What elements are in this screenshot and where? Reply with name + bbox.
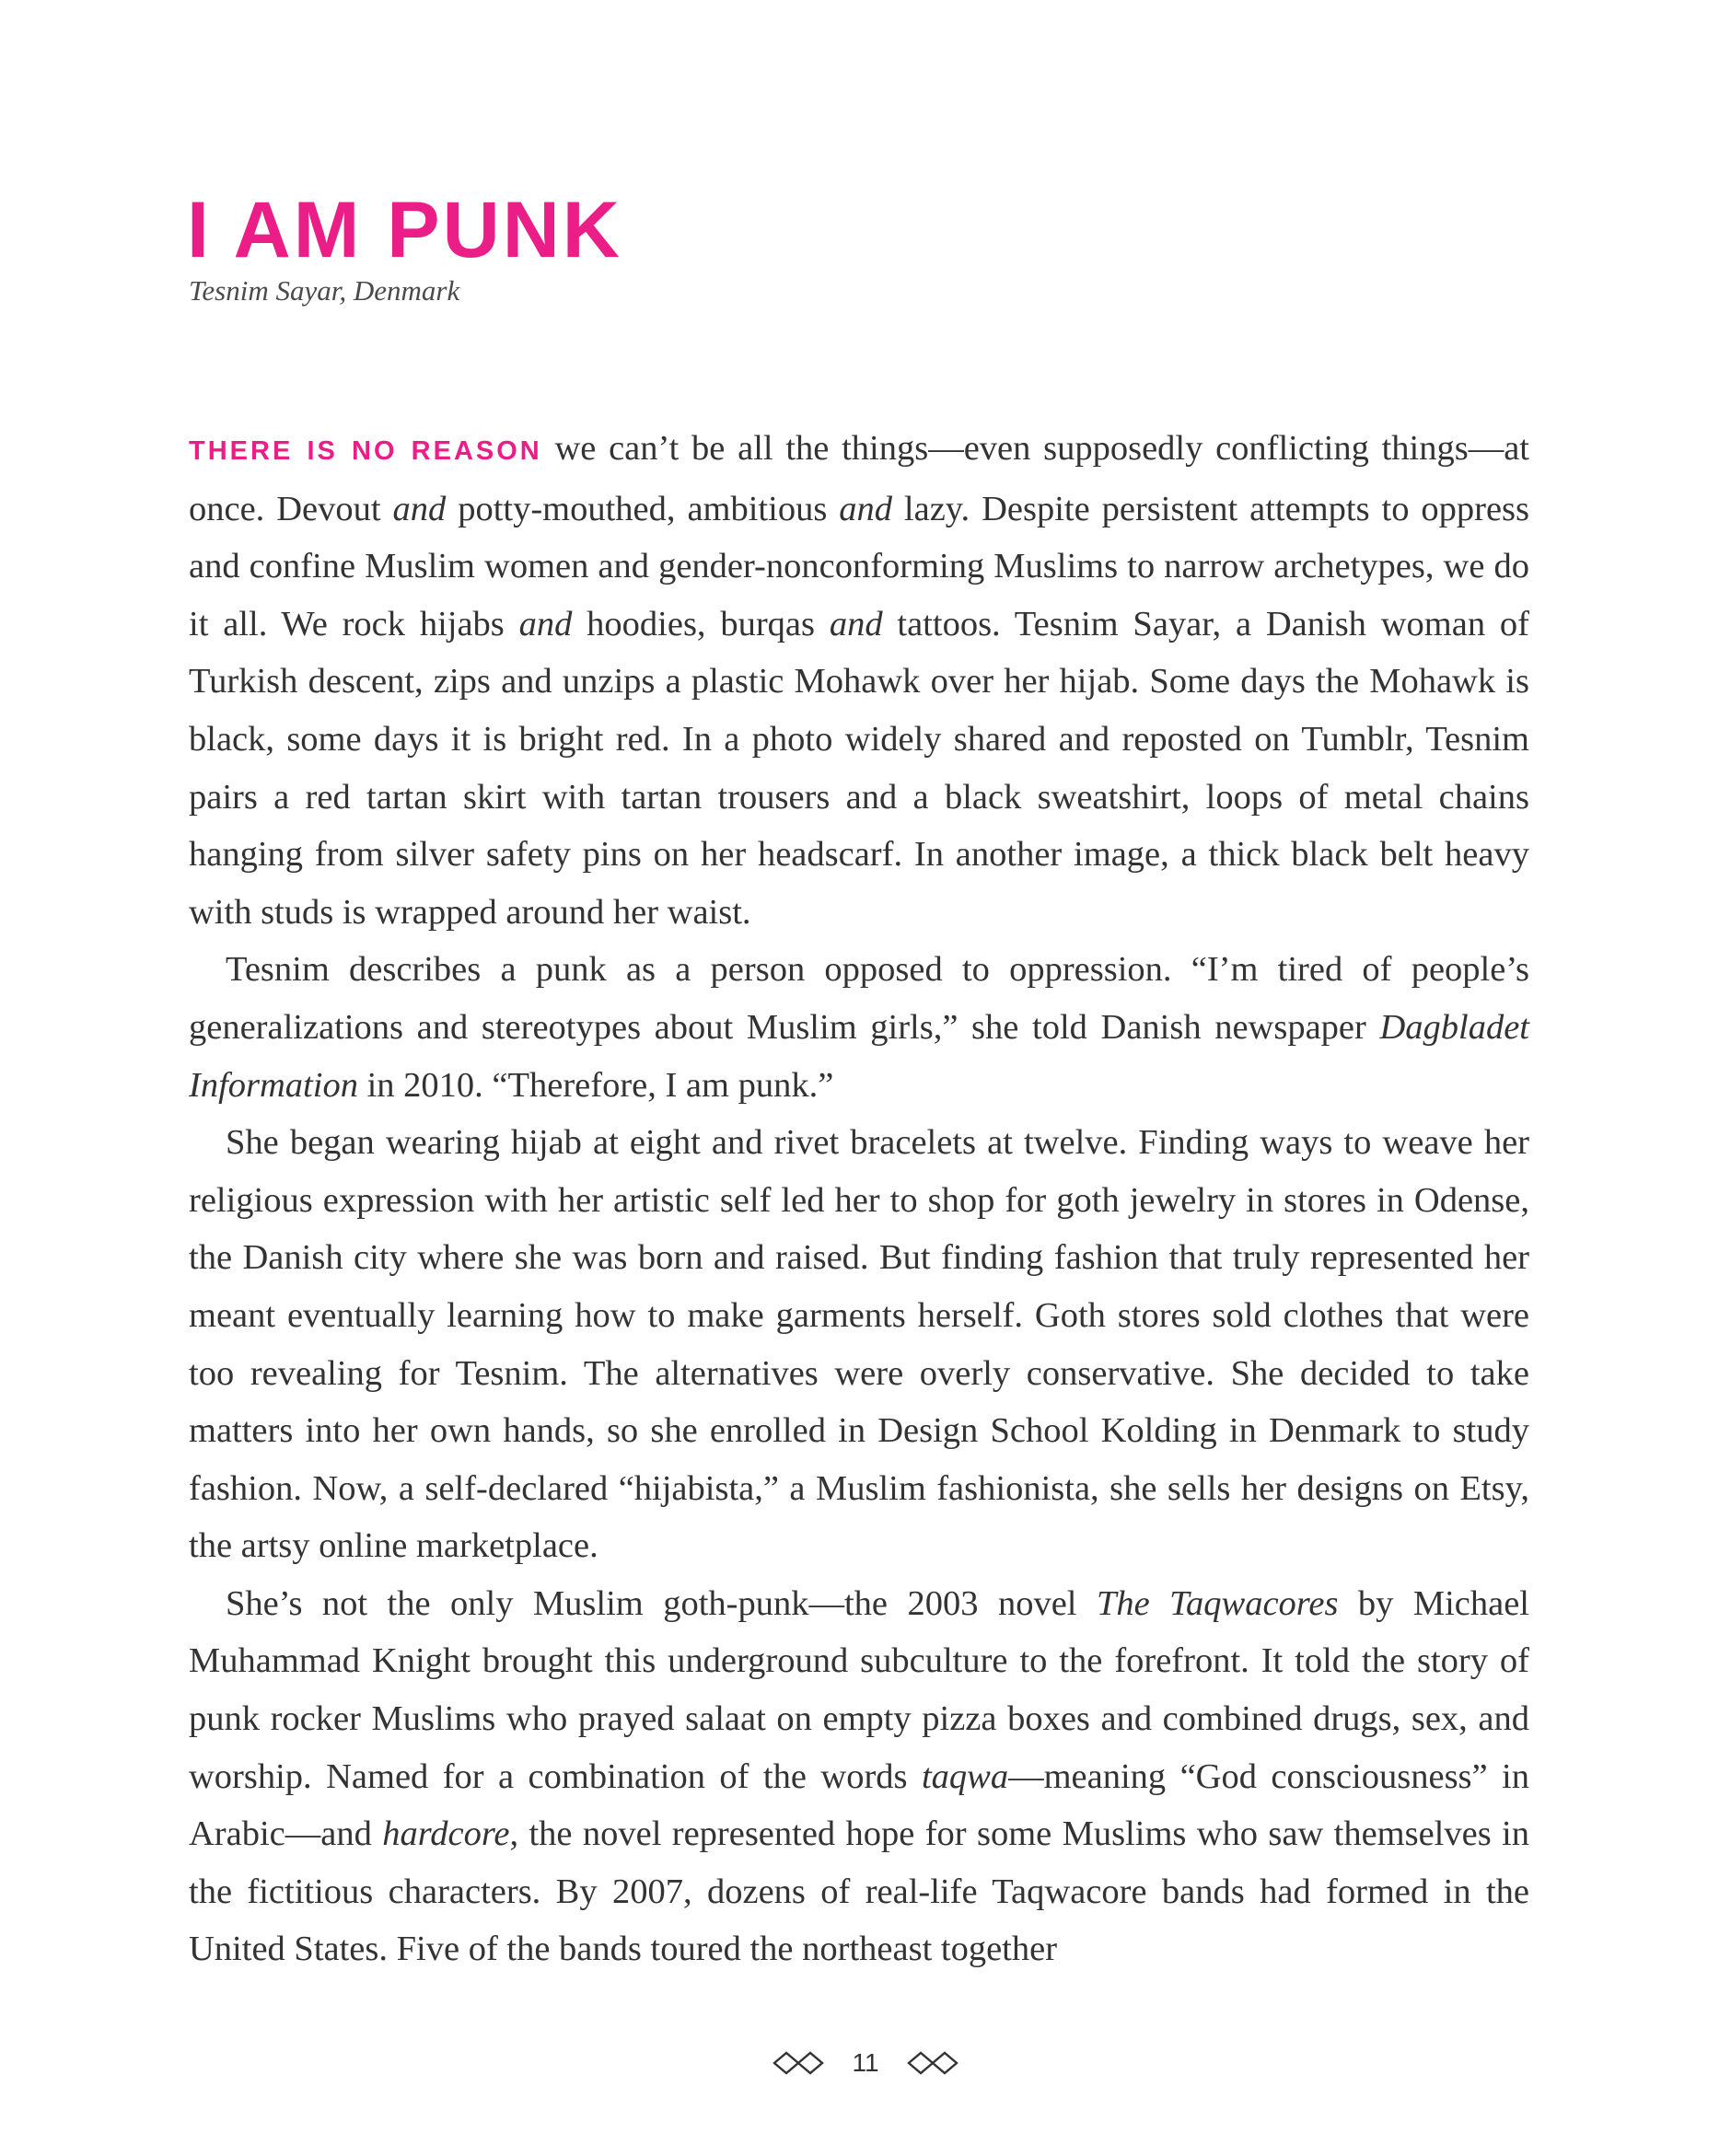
page-number: 11	[852, 2048, 879, 2077]
italic-emphasis: hardcore	[382, 1814, 510, 1854]
paragraph-1	[189, 420, 1529, 941]
paragraph-3	[189, 1114, 1529, 1575]
book-title: The Taqwacores	[1096, 1583, 1339, 1623]
italic-emphasis: taqwa	[921, 1756, 1009, 1796]
paragraph-text: we can’t be all the things—even supposedly conflicting things—at once. Devout	[189, 429, 1529, 528]
italic-emphasis: and	[518, 604, 573, 643]
body-text	[189, 420, 1529, 1978]
double-diamond-ornament-icon	[907, 2050, 958, 2076]
double-diamond-ornament-icon	[773, 2050, 824, 2076]
paragraph-text: —meaning “God consciousness” in Arabic—and	[189, 1756, 1529, 1854]
italic-emphasis: and	[829, 604, 883, 643]
page-footer	[0, 2040, 1731, 2086]
paragraph-text: , the novel represented hope for some Muslims who saw themselves in the fictitious characters. By 2007, dozens of real-life Taqwacore bands had formed in the United States. Five of the bands toured the northeast together	[189, 1814, 1529, 1969]
paragraph-text: tattoos. Tesnim Sayar, a Danish woman of Turkish descent, zips and unzips a plastic Mohawk over her hijab. Some days the Mohawk is black, some days it is bright red. In a photo widely shared and reposted on Tumblr, Tesnim pairs a red tartan skirt with tartan trousers and a black sweatshirt, loops of metal chains hanging from silver safety pins on her headscarf. In another image, a thick black belt heavy with studs is wrapped around her waist.	[189, 604, 1529, 932]
lead-in-small-caps: THERE IS NO REASON	[189, 436, 542, 466]
paragraph-text: hoodies, burqas	[572, 604, 830, 643]
paragraph-text: in 2010. “Therefore, I am punk.”	[357, 1065, 834, 1105]
byline: Tesnim Sayar, Denmark	[189, 274, 460, 307]
chapter-title: I AM PUNK	[187, 186, 622, 274]
paragraph-text: lazy. Despite persistent attempts to oppress and confine Muslim women and gender-nonconforming Muslims to narrow archetypes, we do it all. We rock hijabs	[189, 489, 1530, 643]
paragraph-text: She’s not the only Muslim goth-punk—the 2003 novel	[226, 1583, 1097, 1623]
paragraph-text: Tesnim describes a punk as a person opposed to oppression. “I’m tired of people’s generalizations and stereotypes about Muslim girls,” she told Danish newspaper	[189, 950, 1529, 1047]
italic-emphasis: and	[839, 489, 892, 528]
paragraph-4	[189, 1575, 1529, 1978]
paragraph-text: She began wearing hijab at eight and rivet bracelets at twelve. Finding ways to weave her religious expression with her artistic self led her to shop for goth jewelry in stores in Odense, the Danish city where she was born and raised. But finding fashion that truly represented her meant eventually learning how to make garments herself. Goth stores sold clothes that were too revealing for Tesnim. The alternatives were overly conservative. She decided to take matters into her own hands, so she enrolled in Design School Kolding in Denmark to study fashion. Now, a self-declared “hijabista,” a Muslim fashionista, she sells her designs on Etsy, the artsy online marketplace.	[189, 1123, 1529, 1566]
newspaper-title: Dagbladet Information	[189, 1007, 1529, 1105]
paragraph-text: potty-mouthed, ambitious	[446, 489, 840, 528]
italic-emphasis: and	[392, 489, 447, 528]
paragraph-text: by Michael Muhammad Knight brought this underground subculture to the forefront. It told the story of punk rocker Muslims who prayed salaat on empty pizza boxes and combined drugs, sex, and worship. Named for a combination of the words	[189, 1583, 1530, 1796]
paragraph-2	[189, 941, 1529, 1114]
